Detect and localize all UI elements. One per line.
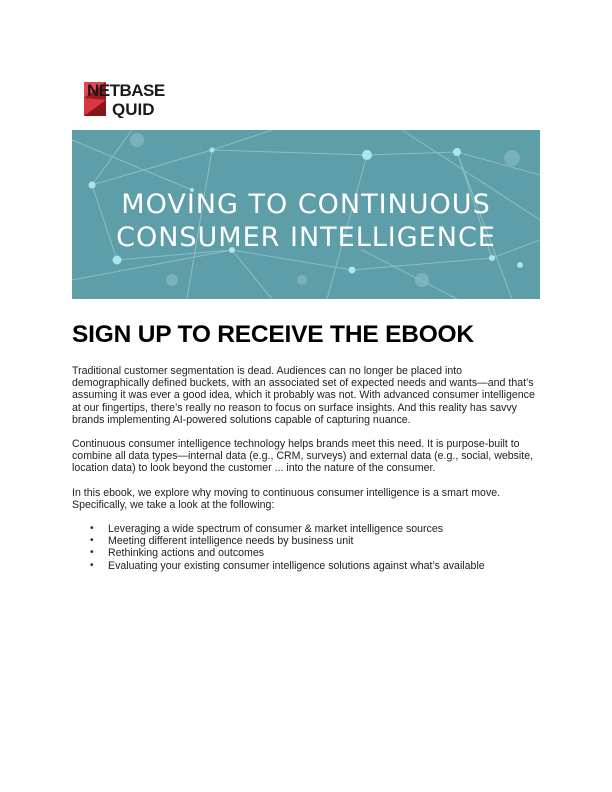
paragraph-2: Continuous consumer intelligence technology helps brands meet this need. It is purpose-built to combine all data types—internal data (e.g., CRM, surveys) and external data (e.g., social, website, location data) to look beyond the customer ... into the nature of the consumer. xyxy=(72,438,534,475)
paragraph-3: In this ebook, we explore why moving to continuous consumer intelligence is a smart move. Specifically, we take a look at the following: xyxy=(72,486,501,511)
ebook-description xyxy=(72,365,542,572)
logo-text-quid: QUID xyxy=(112,100,155,118)
topic-list-item: • Evaluating your existing consumer intelligence solutions against what’s available xyxy=(108,560,542,572)
banner-title xyxy=(72,188,540,254)
ebook-banner xyxy=(72,130,540,299)
banner-title-line-2: CONSUMER INTELLIGENCE xyxy=(116,222,496,253)
topic-list-item: • Leveraging a wide spectrum of consumer & market intelligence sources xyxy=(108,523,542,535)
topic-list-item: • Rethinking actions and outcomes xyxy=(108,547,542,559)
topic-list-item: • Meeting different intelligence needs by business unit xyxy=(108,535,542,547)
banner-title-line-1: MOVING TO CONTINUOUS xyxy=(121,189,491,220)
paragraph-1: Traditional customer segmentation is dead. Audiences can no longer be placed into demographically defined buckets, with an associated set of expected needs and wants—and that’s assuming it was ever a good idea, which it probably was not. With advanced consumer intelligence at our fingertips, there’s really no reason to focus on surface insights. And this reality has savvy brands implementing AI-powered solutions capable of capturing nuance. xyxy=(72,365,535,426)
logo-mark xyxy=(84,80,196,118)
page-heading: SIGN UP TO RECEIVE THE EBOOK xyxy=(72,321,474,348)
netbase-quid-logo xyxy=(84,80,196,118)
logo-text-netbase: NETBASE xyxy=(87,81,165,100)
topic-list xyxy=(72,523,542,572)
